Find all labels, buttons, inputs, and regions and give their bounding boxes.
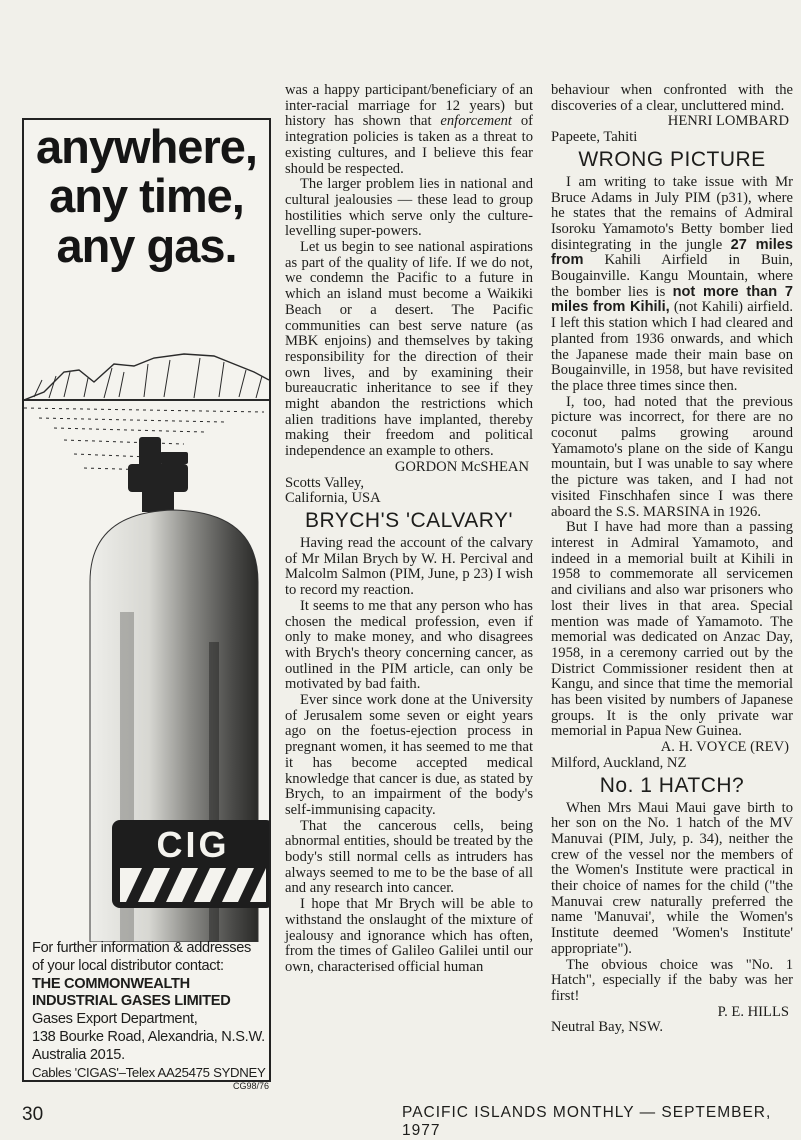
letter-paragraph: I, too, had noted that the previous picture was incorrect, for there are no coconut palms growing around Yamamoto's plane on the side of Kangu mountain, but I was unable to say where the picture was taken, and I had not visited Finschhafen since I was there aboard the S.S. MARSINA in 1926. [551, 393, 793, 520]
cig-logo [112, 820, 271, 908]
letter-heading: No. 1 HATCH? [599, 773, 745, 797]
cylinder-valve-illustration [128, 437, 188, 512]
letter-signature-name: HENRI LOMBARD [667, 113, 789, 130]
letter-signature-place: Neutral Bay, NSW. [551, 1019, 664, 1036]
magazine-footer: PACIFIC ISLANDS MONTHLY — SEPTEMBER, 1977 [402, 1104, 772, 1139]
letter-paragraph: I hope that Mr Brych will be able to withstand the onslaught of the mixture of jealousy and ignorance which has often, from the times of Galileo Galilei until our own, characterised official human [285, 896, 533, 975]
letter-paragraph: Having read the account of the calvary of Mr Milan Brych by W. H. Percival and Malcolm Salmon (PIM, June, p 23) I wish to record my reaction. [285, 534, 533, 599]
ad-company-line-1: THE COMMONWEALTH [32, 975, 190, 992]
cig-stripes-icon [120, 868, 266, 902]
bold-text: not more than 7 miles from Kihili, [551, 283, 793, 316]
ad-address-line-1: Gases Export Department, [32, 1011, 198, 1028]
ad-address-line-3: Australia 2015. [32, 1046, 125, 1063]
ad-headline-line-2: any time, [49, 169, 244, 223]
letter-paragraph: But I have had more than a passing interest in Admiral Yamamoto, and indeed in a memorial built at Kihili in 1958 to commemorate all servicemen and civilians and also war prisoners who lost their lives in that area. Special mention was made of Yamamoto. The memorial was dedicated on Anzac Day, 1958, in a ceremony carried out by the District Commissioner resident then at Kangu, and since that time the memorial has been visited by numbers of Japanese groups. It is the only private war memorial in Papua New Guinea. [551, 519, 793, 740]
ad-headline-line-3: any gas. [56, 218, 237, 272]
letter-paragraph: Ever since work done at the University of Jerusalem some seven or eight years ago on the foetus-ejection process in pregnant women, it has seemed to me that it has become accepted medical knowledge that cancer is due, as stated by Brych, to an impairment of the body's self-immunising capacity. [285, 692, 533, 818]
letter-paragraph: The larger problem lies in national and cultural jealousies — these lead to group hostilities which serve only the culture-levelling super-powers. [285, 176, 533, 240]
letter-signature-name: GORDON McSHEAN [394, 458, 529, 475]
ad-headline-line-1: anywhere, [36, 120, 257, 173]
letter-signature-name: P. E. HILLS [717, 1003, 789, 1020]
ad-info-line-1: For further information & addresses [32, 940, 252, 956]
letter-paragraph: behaviour when confronted with the discoveries of a clear, uncluttered mind. [551, 82, 793, 114]
letter-paragraph: Let us begin to see national aspirations as part of the quality of life. If we do not, we condemn the Pacific to a future in which an island must become a Waikiki Beach or a desert. The Pacific communities can best serve nature (as MBK enjoins) and themselves by taking responsibility for the direction of their own lives, and by examining their bureaucratic inheritance to see if they might abandon the restrictions which alien traditions have implanted, thereby making their freedom and political independence an example to others. [285, 239, 533, 460]
letter-paragraph: was a happy participant/beneficiary of an inter-racial marriage for 12 years) but history has shown that enforcement of integration policies is taken as a threat to existing cultures, and I believe this fear should be respected. [285, 82, 533, 177]
cig-logo-text: CIG [156, 824, 230, 865]
letter-paragraph: The obvious choice was "No. 1 Hatch", especially if the baby was her first! [551, 956, 793, 1004]
letter-signature-place: Milford, Auckland, NZ [551, 754, 687, 771]
letter-heading: BRYCH'S 'CALVARY' [304, 508, 514, 532]
emphasis-text: enforcement [440, 113, 512, 130]
letters-column-2 [551, 83, 793, 1036]
letter-signature-name: A. H. VOYCE (REV) [660, 739, 789, 756]
cig-advertisement [22, 118, 271, 1082]
ad-company-line-2: INDUSTRIAL GASES LIMITED [32, 993, 231, 1010]
page-number: 30 [22, 1104, 44, 1125]
letter-signature-place: California, USA [285, 490, 381, 507]
letters-column-1 [285, 83, 533, 976]
ad-info-line-2: of your local distributor contact: [32, 957, 224, 974]
letter-signature-place: Papeete, Tahiti [551, 129, 638, 146]
bold-text: 27 miles from [551, 236, 793, 269]
letter-paragraph: That the cancerous cells, being abnormal entities, should be treated by the body's still normal cells as intruders has always seemed to me to be the base of all and any research into cancer. [285, 817, 533, 897]
letter-heading: WRONG PICTURE [578, 147, 766, 171]
ad-address-line-4: Cables 'CIGAS'–Telex AA25475 SYDNEY [32, 1064, 266, 1080]
ad-address-line-2: 138 Bourke Road, Alexandria, N.S.W. [32, 1028, 265, 1045]
ad-code: CG98/76 [233, 1081, 270, 1091]
letter-paragraph: It seems to me that any person who has chosen the medical profession, even if only to make money, and who disagrees with Brych's theory concerning cancer, as outlined in the PIM article, can only be motivated by bad faith. [285, 597, 533, 693]
letter-paragraph: When Mrs Maui Maui gave birth to her son on the No. 1 hatch of the MV Manuvai (PIM, July, p. 34), neither the crew of the vessel nor the members of the Women's Institute were practical in their choice of names for the child ("the Manuvai crew naturally preferred the name 'Manuvai', while the Women's Institute deemed 'Women's Institute' appropriate"). [551, 799, 793, 957]
letter-paragraph: I am writing to take issue with Mr Bruce Adams in July PIM (p31), where he states that the remains of Admiral Isoroku Yamamoto's Betty bomber lied disintegrating in the jungle 27 miles from Kahili Airfield in Buin, Bougainville. Kangu Mountain, where the bomber lies is not more than 7 miles from Kihili, (not Kahili) airfield. I left this station which I had cleared and planted from 1936 onwards, and which the Japanese made their main base on Bougainville, in 1958, but have revisited the place three times since then. [551, 173, 793, 394]
ad-contact-info [32, 940, 267, 1081]
letter-signature-place: Scotts Valley, [285, 474, 365, 491]
